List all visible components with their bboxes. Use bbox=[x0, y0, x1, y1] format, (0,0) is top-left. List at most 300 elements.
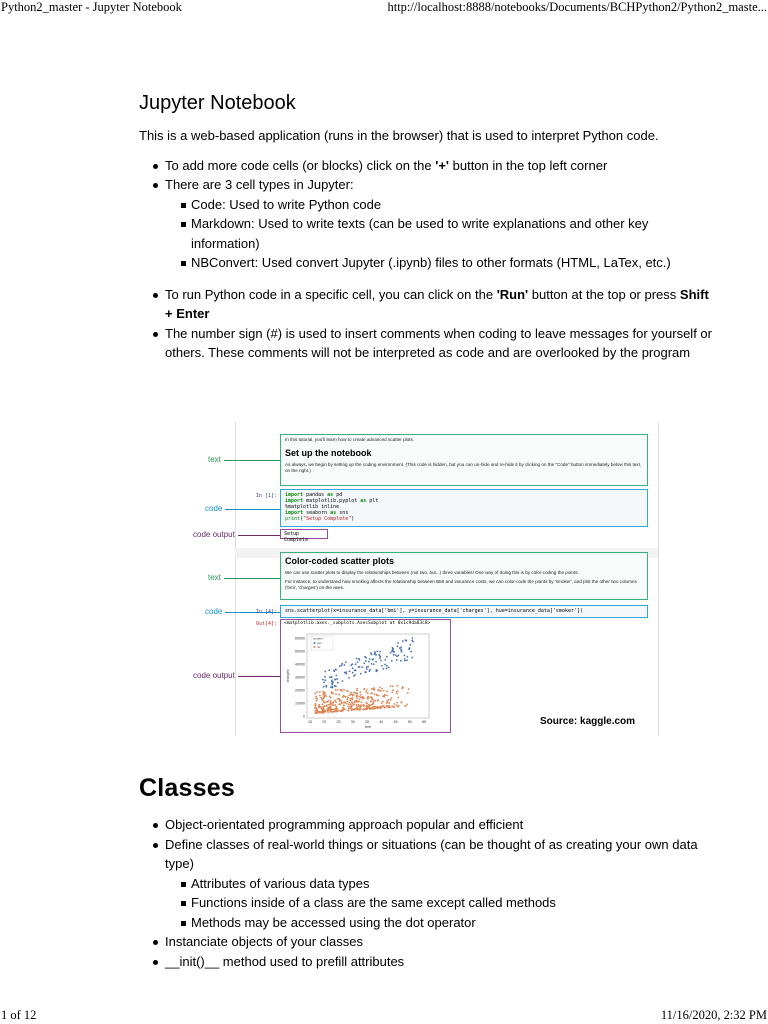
code-cell-1[interactable] bbox=[280, 489, 648, 527]
data-point-no bbox=[360, 706, 362, 708]
data-point-yes bbox=[341, 663, 343, 665]
data-point-no bbox=[366, 689, 368, 691]
data-point-no bbox=[382, 695, 384, 697]
data-point-yes bbox=[397, 645, 399, 647]
data-point-yes bbox=[384, 659, 386, 661]
data-point-no bbox=[338, 703, 340, 705]
label-output-1: code output bbox=[193, 530, 235, 539]
data-point-no bbox=[326, 704, 328, 706]
data-point-no bbox=[392, 689, 394, 691]
output-repr: <matplotlib.axes._subplots.AxesSubplot at 0x1c9da83c8> bbox=[284, 621, 431, 626]
source-credit: Source: kaggle.com bbox=[540, 716, 636, 727]
data-point-no bbox=[323, 701, 325, 703]
input-prompt: In [1]: bbox=[256, 493, 278, 499]
data-point-no bbox=[360, 704, 362, 706]
data-point-yes bbox=[375, 671, 377, 673]
data-point-yes bbox=[322, 679, 324, 681]
label-code-1: code bbox=[205, 504, 223, 513]
output-prompt: Out[4]: bbox=[256, 621, 278, 627]
data-point-yes bbox=[382, 668, 384, 670]
input-prompt: In [4]: bbox=[256, 609, 278, 615]
data-point-no bbox=[383, 690, 385, 692]
data-point-no bbox=[363, 688, 365, 690]
cell-text: For instance, to understand how smoking affects the relationship between BMI and insurance costs, we can color-code the points by 'smoker', and plot the other two columns ('bmi', 'charges') on the axes. bbox=[285, 579, 637, 590]
data-point-no bbox=[381, 688, 383, 690]
data-point-no bbox=[356, 701, 358, 703]
data-point-no bbox=[347, 697, 349, 699]
data-point-no bbox=[359, 699, 361, 701]
data-point-yes bbox=[324, 676, 326, 678]
data-point-no bbox=[372, 703, 374, 705]
data-point-no bbox=[332, 709, 334, 711]
data-point-no bbox=[347, 710, 349, 712]
data-point-no bbox=[367, 698, 369, 700]
data-point-yes bbox=[355, 663, 357, 665]
list-item: To run Python code in a specific cell, you can click on the 'Run' button at the top or press Shift + Enter bbox=[139, 285, 719, 324]
data-point-no bbox=[316, 698, 318, 700]
data-point-yes bbox=[405, 639, 407, 641]
data-point-no bbox=[356, 694, 358, 696]
data-point-no bbox=[372, 707, 374, 709]
notebook-content bbox=[139, 88, 719, 363]
data-point-no bbox=[316, 691, 318, 693]
data-point-no bbox=[379, 707, 381, 709]
data-point-no bbox=[353, 692, 355, 694]
data-point-no bbox=[384, 706, 386, 708]
data-point-yes bbox=[372, 659, 374, 661]
x-tick-label: 35 bbox=[365, 720, 369, 724]
data-point-yes bbox=[368, 661, 370, 663]
list-item: Object-orientated programming approach popular and efficient bbox=[139, 815, 719, 835]
data-point-no bbox=[406, 704, 408, 706]
data-point-no bbox=[363, 705, 365, 707]
data-point-yes bbox=[373, 663, 375, 665]
x-tick-label: 55 bbox=[422, 720, 426, 724]
data-point-no bbox=[366, 702, 368, 704]
data-point-yes bbox=[400, 649, 402, 651]
data-point-yes bbox=[358, 666, 360, 668]
code-line: print("Setup Complete") bbox=[285, 516, 355, 522]
data-point-no bbox=[340, 700, 342, 702]
classes-section bbox=[139, 773, 719, 971]
data-point-no bbox=[396, 691, 398, 693]
data-point-no bbox=[365, 691, 367, 693]
data-point-yes bbox=[380, 660, 382, 662]
data-point-no bbox=[368, 704, 370, 706]
data-point-yes bbox=[375, 661, 377, 663]
data-point-no bbox=[397, 706, 399, 708]
data-point-no bbox=[324, 705, 326, 707]
data-point-yes bbox=[349, 670, 351, 672]
data-point-no bbox=[319, 712, 321, 714]
data-point-no bbox=[339, 699, 341, 701]
data-point-no bbox=[319, 695, 321, 697]
data-point-yes bbox=[371, 663, 373, 665]
data-point-yes bbox=[342, 680, 344, 682]
data-point-yes bbox=[376, 651, 378, 653]
data-point-no bbox=[396, 704, 398, 706]
data-point-yes bbox=[404, 658, 406, 660]
data-point-no bbox=[322, 691, 324, 693]
data-point-no bbox=[372, 688, 374, 690]
data-point-no bbox=[386, 691, 388, 693]
data-point-no bbox=[362, 709, 364, 711]
data-point-yes bbox=[366, 668, 368, 670]
data-point-yes bbox=[379, 657, 381, 659]
y-tick-label: 50000 bbox=[295, 649, 305, 654]
data-point-no bbox=[338, 710, 340, 712]
data-point-yes bbox=[384, 664, 386, 666]
data-point-yes bbox=[406, 659, 408, 661]
data-point-no bbox=[353, 709, 355, 711]
data-point-no bbox=[351, 702, 353, 704]
data-point-no bbox=[322, 707, 324, 709]
data-point-yes bbox=[370, 652, 372, 654]
data-point-yes bbox=[381, 665, 383, 667]
data-point-no bbox=[374, 693, 376, 695]
data-point-no bbox=[408, 688, 410, 690]
data-point-no bbox=[351, 708, 353, 710]
data-point-no bbox=[390, 699, 392, 701]
data-point-no bbox=[338, 694, 340, 696]
data-point-yes bbox=[335, 675, 337, 677]
data-point-no bbox=[356, 689, 358, 691]
data-point-yes bbox=[336, 678, 338, 680]
data-point-no bbox=[371, 697, 373, 699]
data-point-yes bbox=[356, 658, 358, 660]
data-point-no bbox=[367, 707, 369, 709]
list-item: The number sign (#) is used to insert comments when coding to leave messages for yourself or others. These comments will not be interpreted as code and are overlooked by the program bbox=[139, 324, 719, 363]
data-point-yes bbox=[391, 660, 393, 662]
section-heading-classes: Classes bbox=[139, 774, 235, 802]
data-point-yes bbox=[329, 676, 331, 678]
data-point-no bbox=[389, 702, 391, 704]
data-point-no bbox=[407, 692, 409, 694]
cell-text: As always, we begin by setting up the coding environment. (This code is hidden, but you can un-hide and re-hide it by clicking on the "Code" button immediately below this text, on the right.) bbox=[285, 462, 642, 473]
data-point-no bbox=[329, 706, 331, 708]
data-point-no bbox=[330, 710, 332, 712]
data-point-no bbox=[353, 703, 355, 705]
data-point-yes bbox=[335, 679, 337, 681]
cell-text: In this tutorial, you'll learn how to create advanced scatter plots. bbox=[285, 437, 415, 442]
data-point-yes bbox=[401, 651, 403, 653]
data-point-yes bbox=[363, 662, 365, 664]
code-line: import seaborn as sns bbox=[285, 510, 349, 516]
data-point-yes bbox=[407, 656, 409, 658]
data-point-no bbox=[386, 700, 388, 702]
arrow-text-1 bbox=[224, 460, 280, 461]
data-point-no bbox=[337, 689, 339, 691]
data-point-no bbox=[358, 701, 360, 703]
data-point-no bbox=[318, 704, 320, 706]
cell-heading: Color-coded scatter plots bbox=[285, 556, 395, 566]
y-axis-label: charges bbox=[286, 669, 290, 683]
print-datetime: 11/16/2020, 2:32 PM bbox=[660, 1008, 767, 1022]
data-point-yes bbox=[386, 665, 388, 667]
intro-paragraph: This is a web-based application (runs in the browser) that is used to interpret Python code. bbox=[139, 128, 659, 143]
x-tick-label: 15 bbox=[308, 720, 312, 724]
data-point-yes bbox=[400, 660, 402, 662]
data-point-no bbox=[389, 706, 391, 708]
x-tick-label: 20 bbox=[322, 720, 327, 724]
label-output-2: code output bbox=[193, 671, 235, 680]
data-point-no bbox=[370, 701, 372, 703]
data-point-no bbox=[356, 697, 358, 699]
data-point-yes bbox=[375, 654, 377, 656]
data-point-no bbox=[344, 696, 346, 698]
data-point-no bbox=[336, 711, 338, 713]
data-point-no bbox=[316, 700, 318, 702]
data-point-yes bbox=[361, 666, 363, 668]
list-item: Define classes of real-world things or situations (can be thought of as creating your own data type) Attributes of various data types Functions inside of a class are the same except called methods Methods may be accessed using the dot operator bbox=[139, 835, 719, 933]
data-point-no bbox=[379, 690, 381, 692]
x-tick-label: 40 bbox=[379, 720, 384, 724]
arrow-code-1 bbox=[225, 509, 280, 510]
data-point-no bbox=[359, 709, 361, 711]
data-point-yes bbox=[396, 659, 398, 661]
x-tick-label: 25 bbox=[336, 720, 341, 724]
data-point-yes bbox=[348, 677, 350, 679]
data-point-yes bbox=[410, 644, 412, 646]
sub-list bbox=[139, 195, 719, 273]
legend-title: smoker bbox=[313, 636, 323, 641]
data-point-yes bbox=[352, 672, 354, 674]
data-point-no bbox=[334, 700, 336, 702]
data-point-no bbox=[351, 699, 353, 701]
page-url[interactable]: http://localhost:8888/notebooks/Documents/BCHPython2/Python2_maste... bbox=[387, 0, 767, 14]
data-point-yes bbox=[392, 647, 394, 649]
data-point-no bbox=[332, 711, 334, 713]
data-point-yes bbox=[354, 670, 356, 672]
label-text-2: text bbox=[208, 573, 221, 582]
data-point-no bbox=[323, 712, 325, 714]
data-point-yes bbox=[323, 686, 325, 688]
legend-label-no: no bbox=[317, 645, 321, 649]
page-title: Python2_master - Jupyter Notebook bbox=[1, 0, 182, 14]
data-point-yes bbox=[393, 654, 395, 656]
data-point-no bbox=[341, 690, 343, 692]
data-point-no bbox=[317, 712, 319, 714]
data-point-no bbox=[327, 711, 329, 713]
notebook-figure bbox=[191, 422, 659, 736]
data-point-yes bbox=[364, 671, 366, 673]
y-tick-label: 60000 bbox=[295, 636, 305, 641]
data-point-no bbox=[388, 699, 390, 701]
data-point-no bbox=[378, 695, 380, 697]
data-point-no bbox=[330, 703, 332, 705]
data-point-no bbox=[393, 706, 395, 708]
data-point-no bbox=[373, 701, 375, 703]
data-point-yes bbox=[412, 641, 414, 643]
data-point-no bbox=[346, 703, 348, 705]
output-cell-2 bbox=[280, 619, 451, 733]
data-point-yes bbox=[366, 666, 368, 668]
data-point-no bbox=[330, 697, 332, 699]
data-point-no bbox=[329, 695, 331, 697]
data-point-no bbox=[348, 695, 350, 697]
sub-list bbox=[139, 874, 719, 933]
data-point-yes bbox=[341, 665, 343, 667]
data-point-no bbox=[322, 703, 324, 705]
data-point-no bbox=[335, 704, 337, 706]
data-point-yes bbox=[365, 660, 367, 662]
y-tick-label: 0 bbox=[303, 714, 305, 719]
data-point-no bbox=[335, 693, 337, 695]
data-point-no bbox=[347, 706, 349, 708]
sub-list-item: Attributes of various data types bbox=[139, 874, 719, 894]
data-point-yes bbox=[351, 663, 353, 665]
data-point-no bbox=[314, 710, 316, 712]
data-point-no bbox=[390, 685, 392, 687]
list-item: Instanciate objects of your classes bbox=[139, 932, 719, 952]
data-point-no bbox=[361, 701, 363, 703]
bullet-list-1 bbox=[139, 156, 719, 273]
data-point-no bbox=[384, 695, 386, 697]
data-point-no bbox=[378, 690, 380, 692]
data-point-yes bbox=[337, 682, 339, 684]
data-point-yes bbox=[358, 658, 360, 660]
data-point-no bbox=[341, 702, 343, 704]
legend-label-yes: yes bbox=[317, 641, 322, 645]
data-point-no bbox=[343, 701, 345, 703]
data-point-no bbox=[320, 697, 322, 699]
y-tick-label: 40000 bbox=[295, 662, 305, 667]
data-point-yes bbox=[404, 660, 406, 662]
y-tick-label: 30000 bbox=[295, 675, 305, 680]
data-point-yes bbox=[386, 668, 388, 670]
cell-heading: Set up the notebook bbox=[285, 448, 372, 458]
data-point-no bbox=[335, 689, 337, 691]
data-point-no bbox=[343, 689, 345, 691]
data-point-no bbox=[377, 707, 379, 709]
markdown-cell-1 bbox=[280, 434, 648, 486]
list-item: There are 3 cell types in Jupyter: Code: Used to write Python code Markdown: Used to write texts (can be used to write explanations and other key information) NBConvert: Used convert Jupyter (.ipynb) files to other formats (HTML, LaTex, etc.) bbox=[139, 175, 719, 273]
data-point-yes bbox=[369, 669, 371, 671]
data-point-yes bbox=[390, 652, 392, 654]
data-point-no bbox=[405, 705, 407, 707]
data-point-no bbox=[348, 703, 350, 705]
data-point-no bbox=[343, 705, 345, 707]
data-point-no bbox=[343, 708, 345, 710]
data-point-no bbox=[377, 699, 379, 701]
data-point-no bbox=[350, 694, 352, 696]
data-point-yes bbox=[333, 670, 335, 672]
cell-text: We can use scatter plots to display the relationships between (not two, but...) three variables! One way of doing this is by color-coding the points. bbox=[285, 570, 579, 575]
data-point-no bbox=[373, 706, 375, 708]
data-point-no bbox=[382, 701, 384, 703]
data-point-yes bbox=[354, 674, 356, 676]
data-point-no bbox=[376, 694, 378, 696]
data-point-no bbox=[352, 695, 354, 697]
data-point-no bbox=[322, 694, 324, 696]
markdown-cell-2 bbox=[280, 552, 648, 600]
data-point-yes bbox=[323, 681, 325, 683]
x-axis-label: bmi bbox=[365, 725, 371, 729]
data-point-yes bbox=[374, 652, 376, 654]
data-point-yes bbox=[324, 671, 326, 673]
data-point-no bbox=[386, 705, 388, 707]
data-point-no bbox=[336, 708, 338, 710]
data-point-no bbox=[326, 701, 328, 703]
data-point-no bbox=[336, 706, 338, 708]
y-tick-label: 20000 bbox=[295, 688, 305, 693]
code-line: %matplotlib inline bbox=[285, 504, 340, 510]
arrow-text-2 bbox=[224, 578, 280, 579]
data-point-yes bbox=[392, 649, 394, 651]
data-point-yes bbox=[335, 686, 337, 688]
scatter-plot bbox=[281, 628, 448, 732]
data-point-no bbox=[332, 704, 334, 706]
data-point-no bbox=[383, 705, 385, 707]
data-point-no bbox=[319, 691, 321, 693]
data-point-yes bbox=[345, 661, 347, 663]
legend-marker-yes bbox=[314, 642, 316, 644]
page-number: 1 of 12 bbox=[1, 1008, 37, 1022]
data-point-no bbox=[379, 687, 381, 689]
data-point-no bbox=[359, 691, 361, 693]
data-point-no bbox=[350, 706, 352, 708]
data-point-no bbox=[381, 702, 383, 704]
data-point-no bbox=[393, 703, 395, 705]
data-point-no bbox=[350, 703, 352, 705]
data-point-no bbox=[341, 709, 343, 711]
list-item: To add more code cells (or blocks) click on the '+' button in the top left corner bbox=[139, 156, 719, 176]
arrow-output-1 bbox=[238, 535, 280, 536]
data-point-yes bbox=[357, 661, 359, 663]
data-point-yes bbox=[331, 676, 333, 678]
data-point-no bbox=[392, 686, 394, 688]
data-point-no bbox=[356, 692, 358, 694]
print-header bbox=[0, 0, 768, 16]
data-point-no bbox=[396, 693, 398, 695]
data-point-no bbox=[314, 693, 316, 695]
label-text-1: text bbox=[208, 455, 221, 464]
list-item: __init()__ method used to prefill attributes bbox=[139, 952, 719, 972]
data-point-yes bbox=[402, 640, 404, 642]
data-point-yes bbox=[399, 647, 401, 649]
data-point-yes bbox=[396, 656, 398, 658]
section-heading-jupyter: Jupyter Notebook bbox=[139, 92, 296, 114]
bullet-list-classes bbox=[139, 815, 719, 971]
data-point-no bbox=[333, 701, 335, 703]
data-point-yes bbox=[376, 669, 378, 671]
data-point-yes bbox=[393, 651, 395, 653]
data-point-yes bbox=[378, 654, 380, 656]
data-point-no bbox=[386, 695, 388, 697]
data-point-yes bbox=[328, 669, 330, 671]
data-point-no bbox=[367, 696, 369, 698]
data-point-yes bbox=[339, 665, 341, 667]
code-cell-2[interactable]: sns.scatterplot(x=insurance_data['bmi'], y=insurance_data['charges'], hue=insurance_data['smoker']) bbox=[280, 605, 648, 618]
data-point-no bbox=[367, 692, 369, 694]
data-point-no bbox=[332, 693, 334, 695]
data-point-no bbox=[314, 703, 316, 705]
data-point-yes bbox=[411, 657, 413, 659]
data-point-yes bbox=[410, 651, 412, 653]
data-point-no bbox=[356, 688, 358, 690]
data-point-no bbox=[350, 698, 352, 700]
data-point-yes bbox=[397, 642, 399, 644]
data-point-no bbox=[316, 709, 318, 711]
sub-list-item: Methods may be accessed using the dot operator bbox=[139, 913, 719, 933]
data-point-no bbox=[327, 708, 329, 710]
arrow-output-2 bbox=[238, 676, 280, 677]
data-point-yes bbox=[404, 655, 406, 657]
output-cell-1: Setup Complete bbox=[280, 529, 328, 539]
data-point-no bbox=[349, 700, 351, 702]
data-point-yes bbox=[345, 671, 347, 673]
data-point-yes bbox=[344, 664, 346, 666]
